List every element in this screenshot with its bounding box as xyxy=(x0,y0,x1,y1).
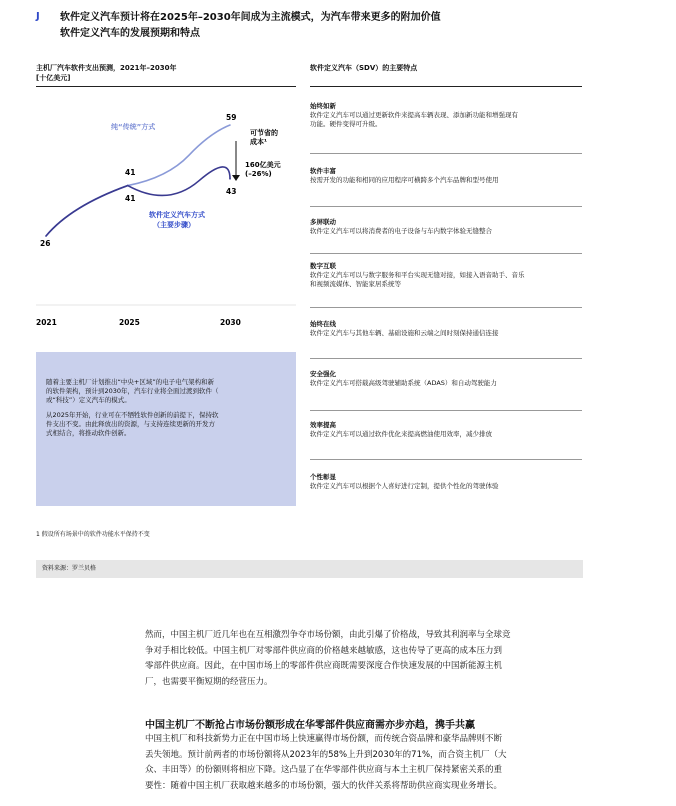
chart-title-line2: [十亿美元] xyxy=(36,74,71,82)
callout-p1-line: 的软件架构，预计到2030年，汽车行业将全面过渡到软件（ xyxy=(46,387,219,395)
feature-title: 个性彰显 xyxy=(310,473,336,481)
feature-divider xyxy=(310,410,582,411)
callout-text xyxy=(46,378,288,444)
feature-item xyxy=(310,421,582,439)
data-label-mid-upper: 41 xyxy=(125,168,136,177)
figure-title-line1: 软件定义汽车预计将在2025年–2030年间成为主流模式，为汽车带来更多的附加价值 xyxy=(60,12,441,23)
feature-item xyxy=(310,370,582,388)
body-paragraph-1 xyxy=(145,628,583,690)
feature-title: 软件丰富 xyxy=(310,167,336,175)
savings-line1: 160亿美元 xyxy=(245,161,281,169)
body-line: 厂，也需要平衡短期的经营压力。 xyxy=(145,676,273,687)
x-tick-2021: 2021 xyxy=(36,318,57,327)
feature-item xyxy=(310,167,582,185)
feature-desc: 软件定义汽车可搭载高级驾驶辅助系统（ADAS）和自动驾驶能力 xyxy=(310,379,497,387)
feature-title: 始终在线 xyxy=(310,320,336,328)
feature-divider xyxy=(310,206,582,207)
feature-title: 多屏联动 xyxy=(310,218,336,226)
series-point xyxy=(45,235,47,237)
figure-title xyxy=(60,10,580,42)
series-point xyxy=(229,178,231,180)
source-text: 资料来源：罗兰贝格 xyxy=(42,565,97,572)
spending-line-chart xyxy=(30,95,300,335)
savings-arrow-head xyxy=(232,175,240,181)
feature-item xyxy=(310,102,582,129)
body-line: 零部件供应商。因此，在中国市场上的零部件供应商既需要深度合作快速发展的中国新能源主机 xyxy=(145,661,503,671)
annotation-line1: 可节省的 xyxy=(250,129,278,137)
feature-desc: 软件定义汽车可以通过软件优化来提高燃油使用效率，减少排放 xyxy=(310,430,492,438)
chart-title xyxy=(36,63,286,83)
feature-desc: 软件定义汽车可以根据个人喜好进行定制，提供个性化的驾驶体验 xyxy=(310,482,499,490)
callout-p2-line: 从2025年开始，行业可在不牺牲软件创新的前提下，保持软 xyxy=(46,411,219,419)
feature-divider xyxy=(310,459,582,460)
section-subheading: 中国主机厂不断抢占市场份额形成在华零部件供应商需亦步亦趋，携手共赢 xyxy=(145,720,475,731)
feature-divider xyxy=(310,153,582,154)
body-line: 众、丰田等）的份额则将相应下降。这凸显了在华零部件供应商与本土主机厂保持紧密关系的重 xyxy=(145,765,503,775)
feature-title: 数字互联 xyxy=(310,262,336,270)
figure-letter: J xyxy=(36,11,40,22)
body-line: 中国主机厂和科技新势力正在中国市场上快速赢得市场份额，而传统合资品牌和豪华品牌则不断 xyxy=(145,734,503,744)
body-paragraph-2 xyxy=(145,732,583,794)
footnote: 1 假设所有场景中的软件功能水平保持不变 xyxy=(36,531,150,538)
chart-top-rule xyxy=(36,86,296,87)
feature-desc: 和视频流媒体、智能家居系统等 xyxy=(310,280,401,288)
series-label-traditional: 纯“传统”方式 xyxy=(111,123,156,131)
callout-p1-line: 或“科技”）定义汽车的模式。 xyxy=(46,396,131,404)
body-line: 争对手相比较低。中国主机厂对零部件供应商的价格越来越敏感，这也传导了更高的成本压力到 xyxy=(145,645,503,656)
figure-title-line2: 软件定义汽车的发展预期和特点 xyxy=(60,28,200,39)
series-point xyxy=(229,124,231,126)
body-line: 然而，中国主机厂近几年也在互相激烈争夺市场份额，由此引爆了价格战，导致其利润率与全球竞 xyxy=(145,630,511,640)
series-label-sdv-line2: （主要步骤） xyxy=(153,221,195,229)
annotation-line2: 成本¹ xyxy=(250,138,268,146)
callout-p1-line: 随着主要主机厂计划推出“中央+区域”的电子电气架构和新 xyxy=(46,378,215,386)
callout-paragraph-2 xyxy=(46,411,288,438)
feature-item xyxy=(310,218,582,236)
feature-divider xyxy=(310,253,582,254)
callout-p2-line: 件支出不变。由此释放出的资源，与支持连续更新的开发方 xyxy=(46,420,215,428)
feature-item xyxy=(310,473,582,491)
feature-desc: 软件定义汽车可以将消费者的电子设备与车内数字体验无缝整合 xyxy=(310,227,492,235)
data-label-mid-lower: 41 xyxy=(125,194,136,203)
series-point xyxy=(127,185,129,187)
series-line-sdv xyxy=(46,167,230,236)
features-header: 软件定义汽车（SDV）的主要特点 xyxy=(310,64,418,72)
feature-divider xyxy=(310,358,582,359)
features-top-rule xyxy=(310,86,582,87)
feature-item xyxy=(310,320,582,338)
data-label-start: 26 xyxy=(40,239,51,248)
feature-title: 始终如新 xyxy=(310,102,336,110)
source-bar xyxy=(36,560,583,578)
chart-title-line1: 主机厂汽车软件支出预测，2021年–2030年 xyxy=(36,64,177,72)
feature-title: 安全强化 xyxy=(310,370,336,378)
series-line-traditional xyxy=(46,125,230,236)
callout-p2-line: 式相结合，将推动软件创新。 xyxy=(46,429,131,437)
callout-paragraph-1 xyxy=(46,378,288,405)
chart-lines-group xyxy=(45,124,231,237)
feature-desc: 功能。硬件变得可升级。 xyxy=(310,120,382,128)
feature-divider xyxy=(310,307,582,308)
data-label-end-lower: 43 xyxy=(226,187,237,196)
feature-desc: 软件定义汽车可以与数字服务和平台实现无缝对接，如接入语音助手、音乐 xyxy=(310,271,525,279)
feature-desc: 软件定义汽车与其他车辆、基础设施和云端之间时刻保持通信连接 xyxy=(310,329,499,337)
savings-line2: (–26%) xyxy=(245,170,272,178)
x-tick-2030: 2030 xyxy=(220,318,241,327)
body-line: 丢失领地。预计前两者的市场份额将从2023年的58%上升到2030年的71%，而合资主机厂（大 xyxy=(145,749,507,760)
x-tick-2025: 2025 xyxy=(119,318,140,327)
feature-item xyxy=(310,262,582,289)
data-label-end-upper: 59 xyxy=(226,113,237,122)
body-line: 要性：随着中国主机厂获取越来越多的市场份额，强大的伙伴关系将帮助供应商实现业务增长。 xyxy=(145,780,503,791)
feature-title: 效率提高 xyxy=(310,421,336,429)
feature-desc: 软件定义汽车可以通过更新软件来提高车辆表现、添加新功能和增强现有 xyxy=(310,111,518,119)
feature-desc: 按需开发的功能和相同的应用程序可横跨多个汽车品牌和型号使用 xyxy=(310,176,499,184)
series-label-sdv-line1: 软件定义汽车方式 xyxy=(149,211,205,219)
callout-box xyxy=(36,352,296,506)
